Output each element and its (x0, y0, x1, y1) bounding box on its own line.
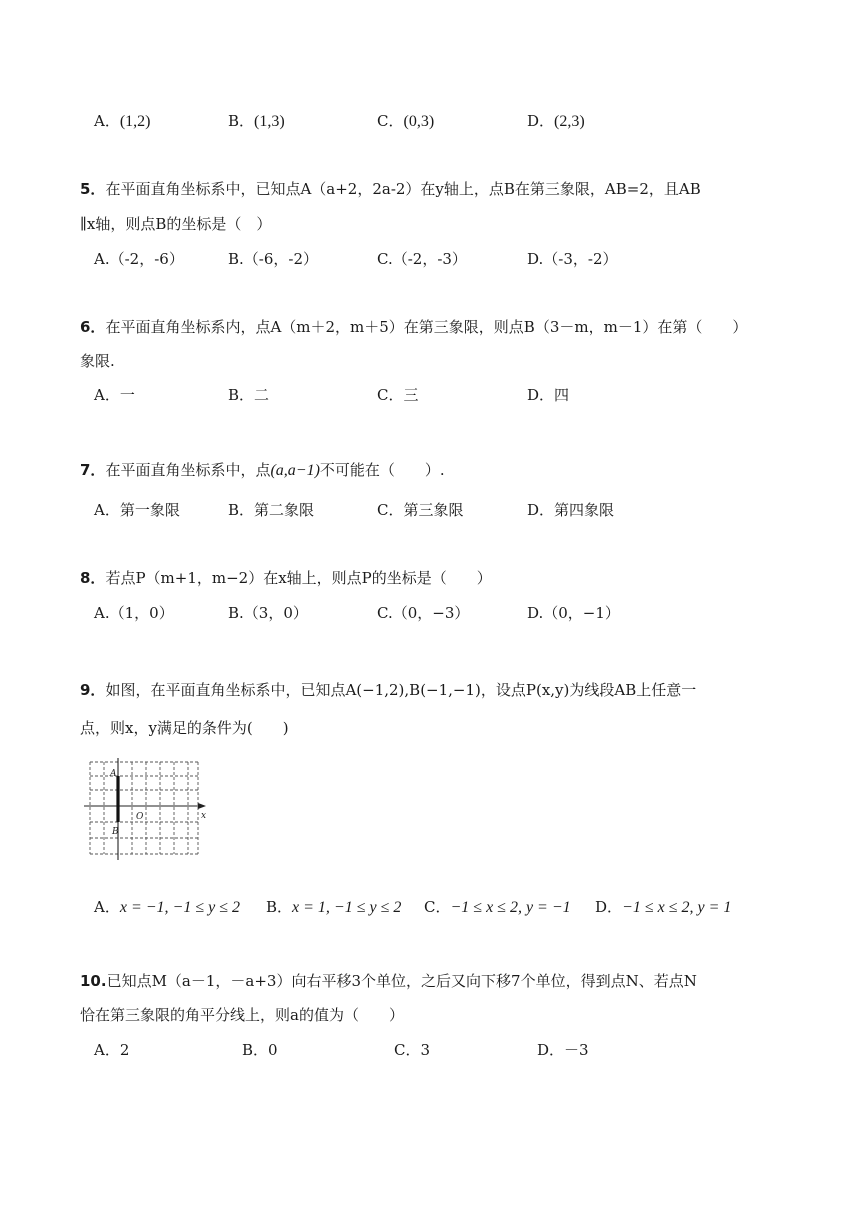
q6-option-b: B．二 (228, 386, 270, 404)
q6-option-a: A．一 (94, 386, 135, 404)
q10-option-b: B．0 (242, 1041, 278, 1059)
q9-grid-figure (84, 756, 208, 864)
q5-option-d: D.（-3，-2） (527, 250, 618, 268)
q7-option-d: D．第四象限 (527, 501, 615, 519)
q10-number: 10. (80, 972, 107, 990)
q8-option-a: A.（1，0） (94, 604, 174, 622)
q9-option-b: B．x = 1, −1 ≤ y ≤ 2 (266, 898, 402, 916)
q5-stem-line1: 5．在平面直角坐标系中，已知点A（a+2，2a-2）在y轴上，点B在第三象限，AB=2，且AB (80, 180, 701, 198)
q7-stem: 7．在平面直角坐标系中，点(a,a−1)不可能在（ ）. (80, 461, 445, 479)
label-origin: O (136, 812, 144, 822)
q4-option-c: C．(0,3) (377, 112, 435, 130)
q4-option-a: A．(1,2) (94, 112, 151, 130)
q4-option-b: B．(1,3) (228, 112, 285, 130)
q7-option-c: C．第三象限 (377, 501, 464, 519)
label-b: B (112, 827, 119, 837)
q9-number: 9． (80, 681, 106, 699)
q5-stem-line2: ∥x轴，则点B的坐标是（ ） (80, 215, 272, 233)
q7-point-expression: (a,a−1) (270, 462, 320, 479)
q10-option-d: D．－3 (537, 1041, 589, 1059)
q8-option-d: D.（0，−1） (527, 604, 620, 622)
q9-option-d: D．−1 ≤ x ≤ 2, y = 1 (595, 898, 732, 916)
q4-option-d: D．(2,3) (527, 112, 585, 130)
q7-option-b: B．第二象限 (228, 501, 315, 519)
q8-number: 8． (80, 569, 106, 587)
q6-number: 6． (80, 318, 106, 336)
q10-stem-line2: 恰在第三象限的角平分线上，则a的值为（ ） (80, 1006, 404, 1024)
q8-option-c: C.（0，−3） (377, 604, 470, 622)
q8-option-b: B.（3，0） (228, 604, 308, 622)
q6-option-d: D．四 (527, 386, 570, 404)
q7-number: 7． (80, 461, 106, 479)
q5-option-b: B.（-6，-2） (228, 250, 319, 268)
q9-option-c: C．−1 ≤ x ≤ 2, y = −1 (424, 898, 571, 916)
q6-stem-line2: 象限. (80, 352, 115, 370)
q9-stem-line1: 9．如图，在平面直角坐标系中，已知点A(−1,2),B(−1,−1)，设点P(x,y)为线段AB上任意一 (80, 681, 697, 699)
q10-stem-line1: 10.已知点M（a－1，－a+3）向右平移3个单位，之后又向下移7个单位，得到点N、若点N (80, 972, 697, 990)
q10-option-a: A．2 (94, 1041, 130, 1059)
q9-stem-line2: 点，则x，y满足的条件为( ) (80, 719, 289, 737)
label-x: x (201, 811, 207, 821)
q8-stem: 8．若点P（m+1，m−2）在x轴上，则点P的坐标是（ ） (80, 569, 492, 587)
q6-stem-line1: 6．在平面直角坐标系内，点A（m＋2，m＋5）在第三象限，则点B（3－m，m－1）在第（ ） (80, 318, 748, 336)
q5-option-c: C.（-2，-3） (377, 250, 467, 268)
q5-option-a: A.（-2，-6） (94, 250, 184, 268)
x-axis-arrow-icon (198, 803, 206, 809)
q7-option-a: A．第一象限 (94, 501, 180, 519)
q10-option-c: C．3 (394, 1041, 431, 1059)
label-a: A (110, 769, 117, 779)
q6-option-c: C．三 (377, 386, 419, 404)
q9-option-a: A．x = −1, −1 ≤ y ≤ 2 (94, 898, 240, 916)
q5-number: 5． (80, 180, 106, 198)
